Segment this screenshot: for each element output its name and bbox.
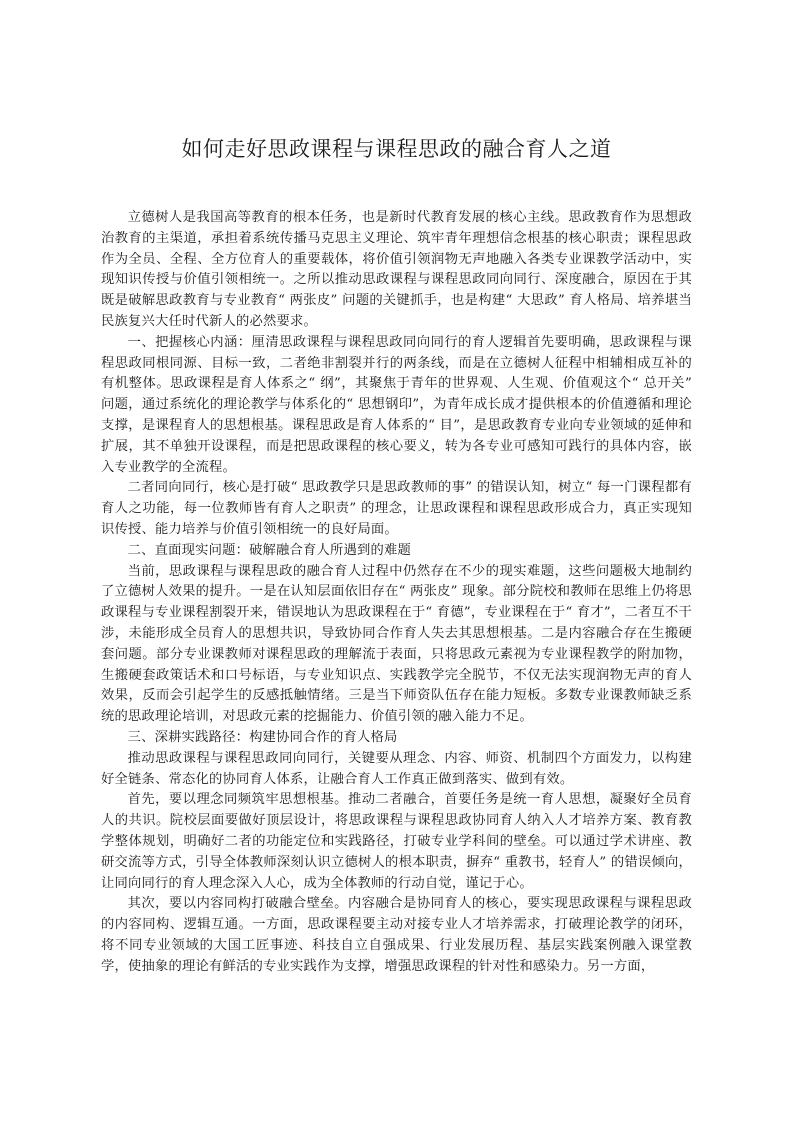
section-heading: 二、直面现实问题：破解融合育人所遇到的难题 [127,542,412,558]
document-body [101,208,692,977]
paragraph: 当前，思政课程与课程思政的融合育人过程中仍然存在不少的现实难题，这些问题极大地制约了立德树人效果的提升。一是在认知层面依旧存在“ 两张皮” 现象。部分院校和教师在思维上仍将思政课程与专业课程割裂开来，错误地认为思政课程在于“ 育德”，专业课程在于“ 育才”，二者互不干涉，未能形成全员育人的思想共识，导致协同合作育人失去其思想根基。二是内容融合存在生搬硬套问题。部分专业课教师对课程思政的理解流于表面，只将思政元素视为专业课程教学的附加物，生搬硬套政策话术和口号标语，与专业知识点、实践教学完全脱节，不仅无法实现润物无声的育人效果，反而会引起学生的反感抵触情绪。三是当下师资队伍存在能力短板。多数专业课教师缺乏系统的思政理论培训，对思政元素的挖掘能力、价值引领的融入能力不足。 [101,563,692,725]
paragraph: 首先，要以理念同频筑牢思想根基。推动二者融合，首要任务是统一育人思想，凝聚好全员育人的共识。院校层面要做好顶层设计，将思政课程与课程思政协同育人纳入人才培养方案、教育教学整体规划，明确好二者的功能定位和实践路径，打破专业学科间的壁垒。可以通过学术讲座、教研交流等方式，引导全体教师深刻认识立德树人的根本职责，摒弃“ 重教书，轻育人” 的错误倾向，让同向同行的育人理念深入人心，成为全体教师的行动自觉，谨记于心。 [101,792,692,891]
paragraph: 推动思政课程与课程思政同向同行，关键要从理念、内容、师资、机制四个方面发力，以构建好全链条、常态化的协同育人体系，让融合育人工作真正做到落实、做到有效。 [101,750,692,787]
section-heading: 三、深耕实践路径：构建协同合作的育人格局 [127,729,398,745]
document-title: 如何走好思政课程与课程思政的融合育人之道 [181,137,612,161]
paragraph: 其次，要以内容同构打破融合壁垒。内容融合是协同育人的核心，要实现思政课程与课程思政的内容同构、逻辑互通。一方面，思政课程要主动对接专业人才培养需求，打破理论教学的闭环，将不同专业领域的大国工匠事迹、科技自立自强成果、行业发展历程、基层实践案例融入课堂教学，使抽象的理论有鲜活的专业实践作为支撑，增强思政课程的针对性和感染力。另一方面， [101,896,692,974]
paragraph: 二者同向同行，核心是打破“ 思政教学只是思政教师的事” 的错误认知，树立“ 每一门课程都有育人之功能，每一位教师皆有育人之职责” 的理念，让思政课程和课程思政形成合力，真正实现知识传授、能力培养与价值引领相统一的良好局面。 [101,480,692,537]
paragraph: 立德树人是我国高等教育的根本任务，也是新时代教育发展的核心主线。思政教育作为思想政治教育的主渠道，承担着系统传播马克思主义理论、筑牢青年理想信念根基的核心职责；课程思政作为全员、全程、全方位育人的重要载体，将价值引领润物无声地融入各类专业课教学活动中，实现知识传授与价值引领相统一。之所以推动思政课程与课程思政同向同行、深度融合，原因在于其既是破解思政教育与专业教育“ 两张皮” 问题的关键抓手，也是构建“ 大思政” 育人格局、培养堪当民族复兴大任时代新人的必然要求。 [101,210,692,329]
paragraph: 一、把握核心内涵：厘清思政课程与课程思政同向同行的育人逻辑首先要明确，思政课程与课程思政同根同源、目标一致，二者绝非割裂并行的两条线，而是在立德树人征程中相辅相成互补的有机整体。思政课程是育人体系之“ 纲”，其聚焦于青年的世界观、人生观、价值观这个“ 总开关” 问题，通过系统化的理论教学与体系化的“ 思想钢印”，为青年成长成才提供根本的价值遵循和理论支撑，是课程育人的思想根基。课程思政是育人体系的“ 目”，是思政教育专业向专业领域的延伸和扩展，其不单独开设课程，而是把思政课程的核心要义，转为各专业可感知可践行的具体内容，嵌入专业教学的全流程。 [101,334,692,475]
